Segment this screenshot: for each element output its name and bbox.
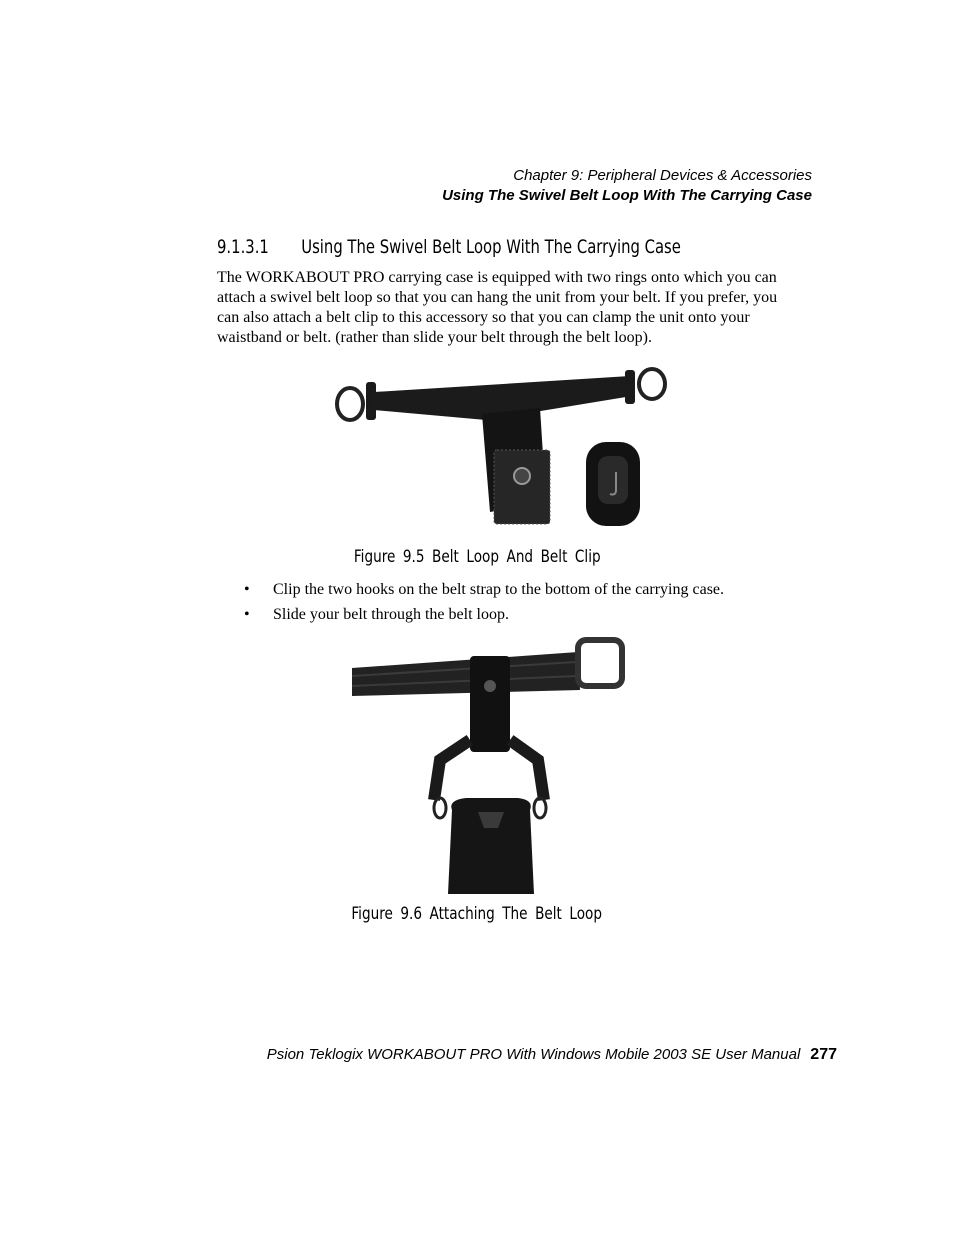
bullet-marker: • xyxy=(244,606,250,623)
page-number: 277 xyxy=(810,1046,837,1063)
figure-caption-9-6: Figure 9.6 Attaching The Belt Loop xyxy=(351,904,603,924)
list-item xyxy=(244,605,804,625)
bullet-marker: • xyxy=(244,581,250,598)
section-title xyxy=(217,234,685,260)
list-item-text: Clip the two hooks on the belt strap to the bottom of the carrying case. xyxy=(273,581,725,598)
figure-caption-9-5: Figure 9.5 Belt Loop And Belt Clip xyxy=(353,547,601,567)
belt-clip-image xyxy=(586,442,640,526)
section-heading: Using The Swivel Belt Loop With The Carrying Case xyxy=(442,187,812,204)
figure-belt-loop-and-clip xyxy=(310,362,685,534)
figure-attaching-belt-loop xyxy=(348,630,638,896)
page-footer xyxy=(267,1045,837,1065)
instruction-list xyxy=(244,580,804,630)
section-number: 9.1.3.1 xyxy=(217,236,269,258)
manual-title: Psion Teklogix WORKABOUT PRO With Windows Mobile 2003 SE User Manual xyxy=(266,1046,801,1063)
list-item xyxy=(244,580,804,600)
body-paragraph: The WORKABOUT PRO carrying case is equipped with two rings onto which you can attach a swivel belt loop so that you can hang the unit from your belt. If you prefer, you can also attach a belt clip to this accessory so that you can clamp the unit onto your waistband or belt. (rather than slide your belt through the belt loop). xyxy=(217,269,778,346)
running-header xyxy=(442,166,812,206)
chapter-heading: Chapter 9: Peripheral Devices & Accessories xyxy=(513,167,812,184)
carrying-case-image xyxy=(448,798,534,894)
list-item-text: Slide your belt through the belt loop. xyxy=(273,606,509,623)
section-title-text: Using The Swivel Belt Loop With The Carrying Case xyxy=(301,236,681,258)
